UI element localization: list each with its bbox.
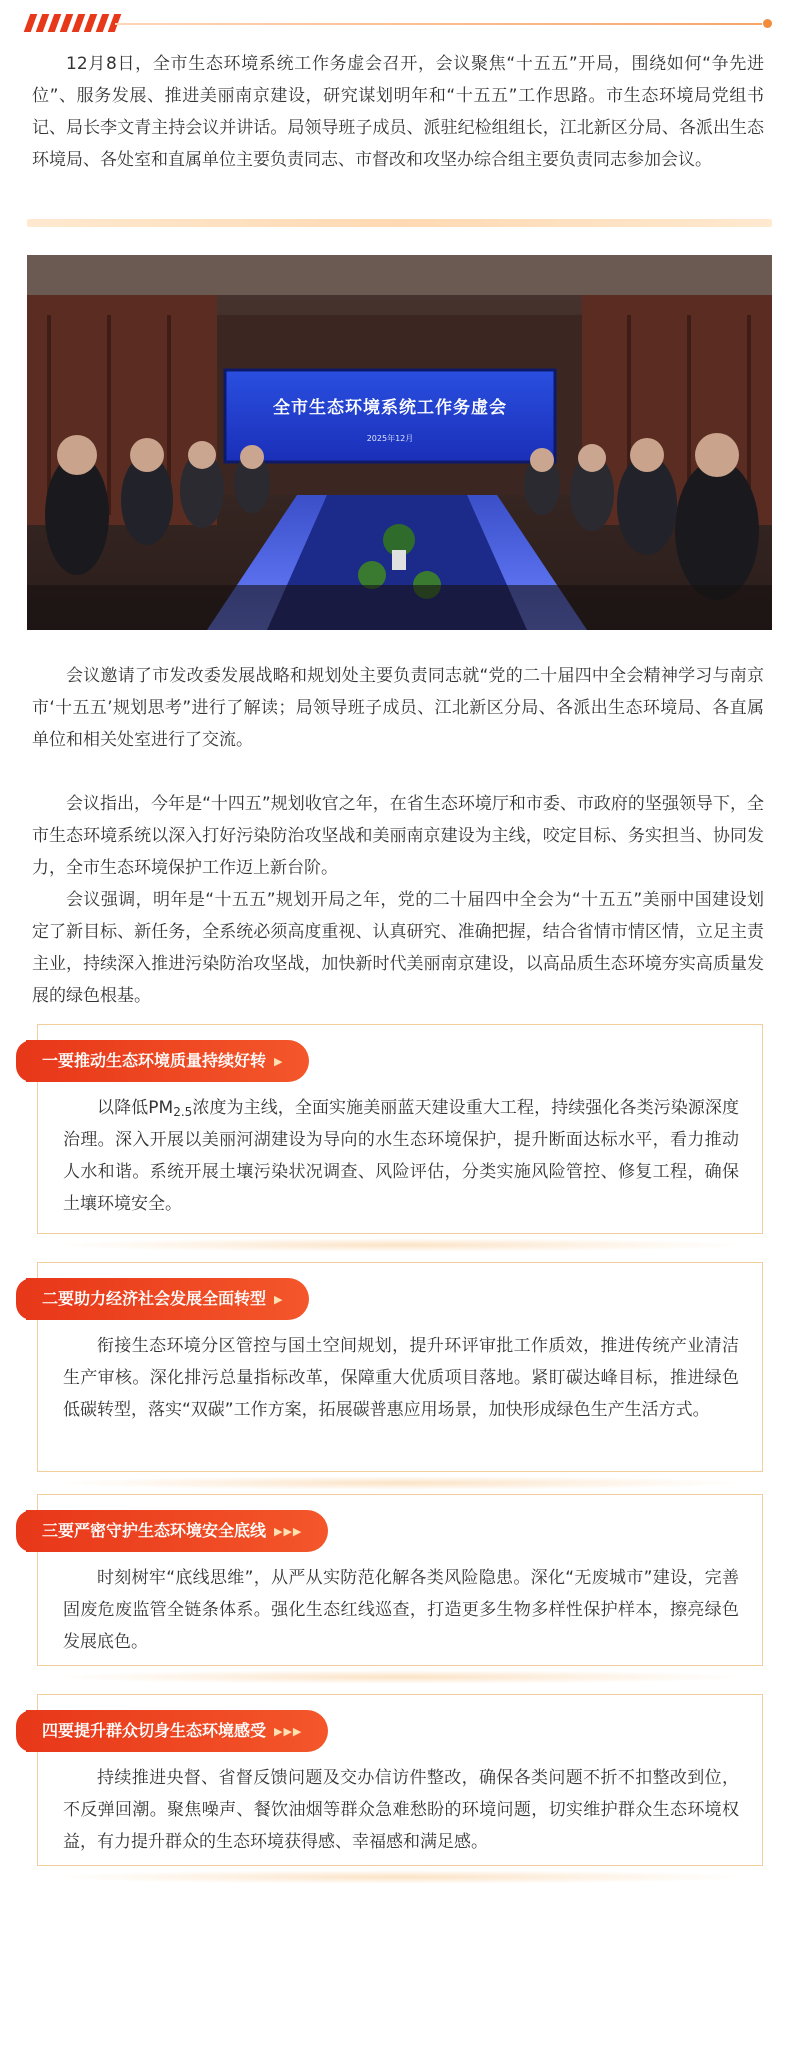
separator-band xyxy=(27,219,772,227)
section-3-shadow xyxy=(50,1670,750,1684)
section-1-title-text: 一要推动生态环境质量持续好转 xyxy=(42,1051,267,1070)
arrow-right-icon: ▶ xyxy=(274,1054,284,1068)
section-4-shadow xyxy=(50,1870,750,1884)
section-2-title xyxy=(26,1278,309,1320)
section-3-title xyxy=(26,1510,328,1552)
arrow-right-icon: ▶▶▶ xyxy=(274,1724,303,1738)
section-2-shadow xyxy=(50,1476,750,1490)
section-1-shadow xyxy=(50,1238,750,1252)
section-2-title-text: 二要助力经济社会发展全面转型 xyxy=(42,1289,267,1308)
arrow-right-icon: ▶▶▶ xyxy=(274,1524,303,1538)
paragraph-3: 会议强调，明年是“十五五”规划开局之年，党的二十届四中全会为“十五五”美丽中国建设划定了新目标、新任务，全系统必须高度重视、认真研究、准确把握，结合省情市情区情，立足主责主业，持续深入推进污染防治攻坚战，加快新时代美丽南京建设，以高品质生态环境夯实高质量发展的绿色根基。 xyxy=(32,890,764,1006)
section-1-title xyxy=(26,1040,309,1082)
section-3-text: 时刻树牢“底线思维”，从严从实防范化解各类风险隐患。深化“无废城市”建设，完善固废危废监管全链条体系。强化生态红线巡查，打造更多生物多样性保护样本，擦亮绿色发展底色。 xyxy=(63,1568,739,1652)
arrow-right-icon: ▶ xyxy=(274,1292,284,1306)
section-2-text: 衔接生态环境分区管控与国土空间规划，提升环评审批工作质效，推进传统产业清洁生产审核。深化排污总量指标改革，保障重大优质项目落地。紧盯碳达峰目标，推进绿色低碳转型，落实“双碳”工作方案，拓展碳普惠应用场景，加快形成绿色生产生活方式。 xyxy=(63,1336,739,1420)
intro-paragraph: 12月8日，全市生态环境系统工作务虚会召开，会议聚焦“十五五”开局，围绕如何“争先进位”、服务发展、推进美丽南京建设，研究谋划明年和“十五五”工作思路。市生态环境局党组书记、局长李文青主持会议并讲话。局领导班子成员、派驻纪检组组长，江北新区分局、各派出生态环境局、各处室和直属单位主要负责同志、市督改和攻坚办综合组主要负责同志参加会议。 xyxy=(32,54,764,170)
screen-title: 全市生态环境系统工作务虚会 xyxy=(273,398,507,418)
slash-decoration-icon xyxy=(27,14,118,32)
section-4-title xyxy=(26,1710,328,1752)
screen-date: 2025年12月 xyxy=(366,434,414,443)
section-4-title-text: 四要提升群众切身生态环境感受 xyxy=(42,1721,267,1740)
top-divider-line xyxy=(115,23,762,25)
top-dot-icon xyxy=(763,19,772,28)
meeting-photo xyxy=(27,255,772,630)
section-3-title-text: 三要严密守护生态环境安全底线 xyxy=(42,1521,267,1540)
paragraph-1: 会议邀请了市发改委发展战略和规划处主要负责同志就“党的二十届四中全会精神学习与南京市‘十五五’规划思考”进行了解读；局领导班子成员、江北新区分局、各派出生态环境局、各直属单位和相关处室进行了交流。 xyxy=(32,666,764,750)
top-decoration xyxy=(27,14,772,34)
section-4-text: 持续推进央督、省督反馈问题及交办信访件整改，确保各类问题不折不扣整改到位，不反弹回潮。聚焦噪声、餐饮油烟等群众急难愁盼的环境问题，切实维护群众生态环境权益，有力提升群众的生态环境获得感、幸福感和满足感。 xyxy=(63,1768,739,1852)
section-1-text: 以降低$PM_{2.5}$浓度为主线，全面实施美丽蓝天建设重大工程，持续强化各类污染源深度治理。深入开展以美丽河湖建设为导向的水生态环境保护，提升断面达标水平，看力推动人水和谐。系统开展土壤污染状况调查、风险评估，分类实施风险管控、修复工程，确保土壤环境安全。 xyxy=(63,1098,740,1214)
paragraph-2: 会议指出，今年是“十四五”规划收官之年，在省生态环境厅和市委、市政府的坚强领导下，全市生态环境系统以深入打好污染防治攻坚战和美丽南京建设为主线，咬定目标、务实担当、协同发力，全市生态环境保护工作迈上新台阶。 xyxy=(32,794,764,878)
